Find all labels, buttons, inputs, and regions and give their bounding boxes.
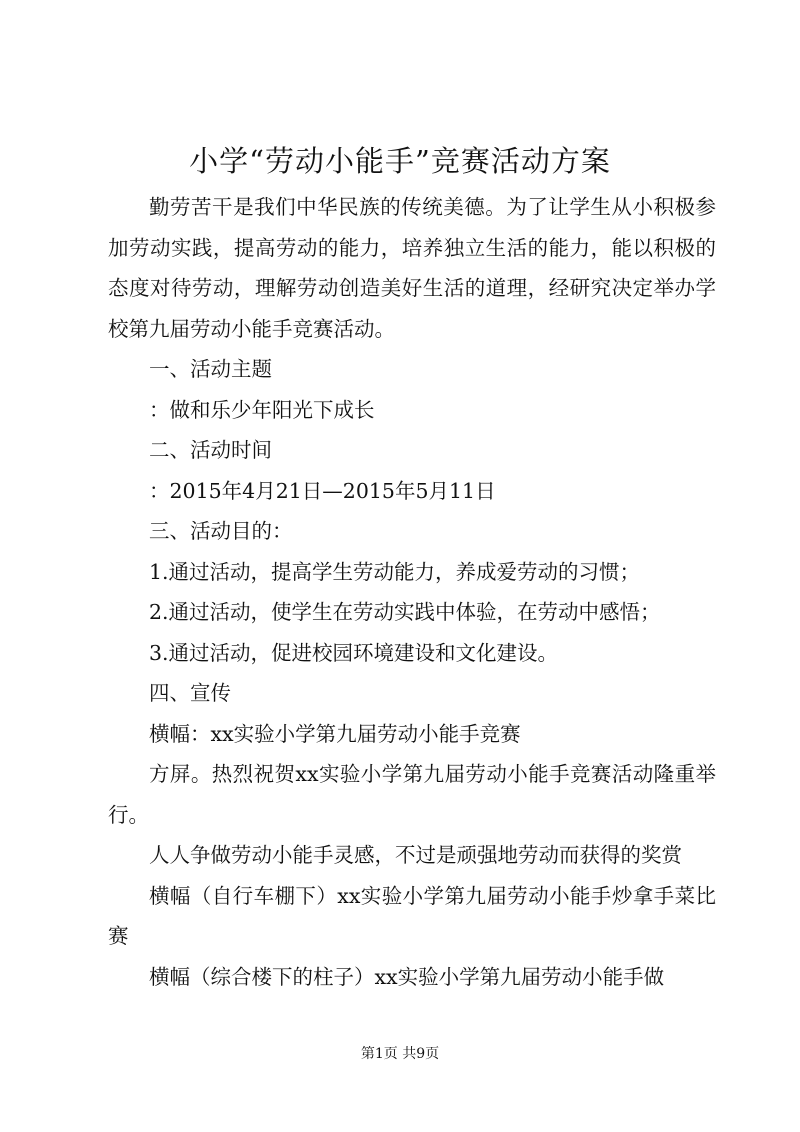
purpose-item-3: 3.通过活动，促进校园环境建设和文化建设。: [149, 640, 559, 665]
intro-paragraph: 勤劳苦干是我们中华民族的传统美德。为了让学生从小积极参加劳动实践，提高劳动的能力，培养独立生活的能力，能以积极的态度对待劳动，理解劳动创造美好生活的道理，经研究决定举办学校第九届劳动小能手竞赛活动。: [108, 195, 716, 341]
page-footer: 第1页 共9页: [360, 1046, 440, 1062]
theme-text: ：做和乐少年阳光下成长: [149, 397, 375, 422]
section-heading-publicity: 四、宣传: [149, 681, 231, 705]
document-title: 小学“劳动小能手”竞赛活动方案: [189, 144, 611, 178]
slogan-text: 人人争做劳动小能手灵感，不过是顽强地劳动而获得的奖赏: [149, 843, 682, 867]
banner-text: 横幅：xx实验小学第九届劳动小能手竞赛: [149, 721, 521, 746]
section-heading-theme: 一、活动主题: [149, 357, 272, 381]
time-text: ：2015年4月21日—2015年5月11日: [149, 478, 496, 503]
purpose-item-2: 2.通过活动，使学生在劳动实践中体验，在劳动中感悟；: [149, 600, 661, 624]
banner-building-pillar: 横幅（综合楼下的柱子）xx实验小学第九届劳动小能手做: [149, 964, 665, 989]
banner-bike-shed: 横幅（自行车棚下）xx实验小学第九届劳动小能手炒拿手菜比赛: [108, 883, 716, 948]
section-heading-purpose: 三、活动目的：: [149, 519, 293, 543]
section-heading-time: 二、活动时间: [149, 438, 272, 462]
purpose-item-1: 1.通过活动，提高学生劳动能力，养成爱劳动的习惯；: [149, 559, 641, 584]
screen-text: 方屏。热烈祝贺xx实验小学第九届劳动小能手竞赛活动隆重举行。: [108, 762, 716, 827]
document-body: [108, 187, 716, 997]
